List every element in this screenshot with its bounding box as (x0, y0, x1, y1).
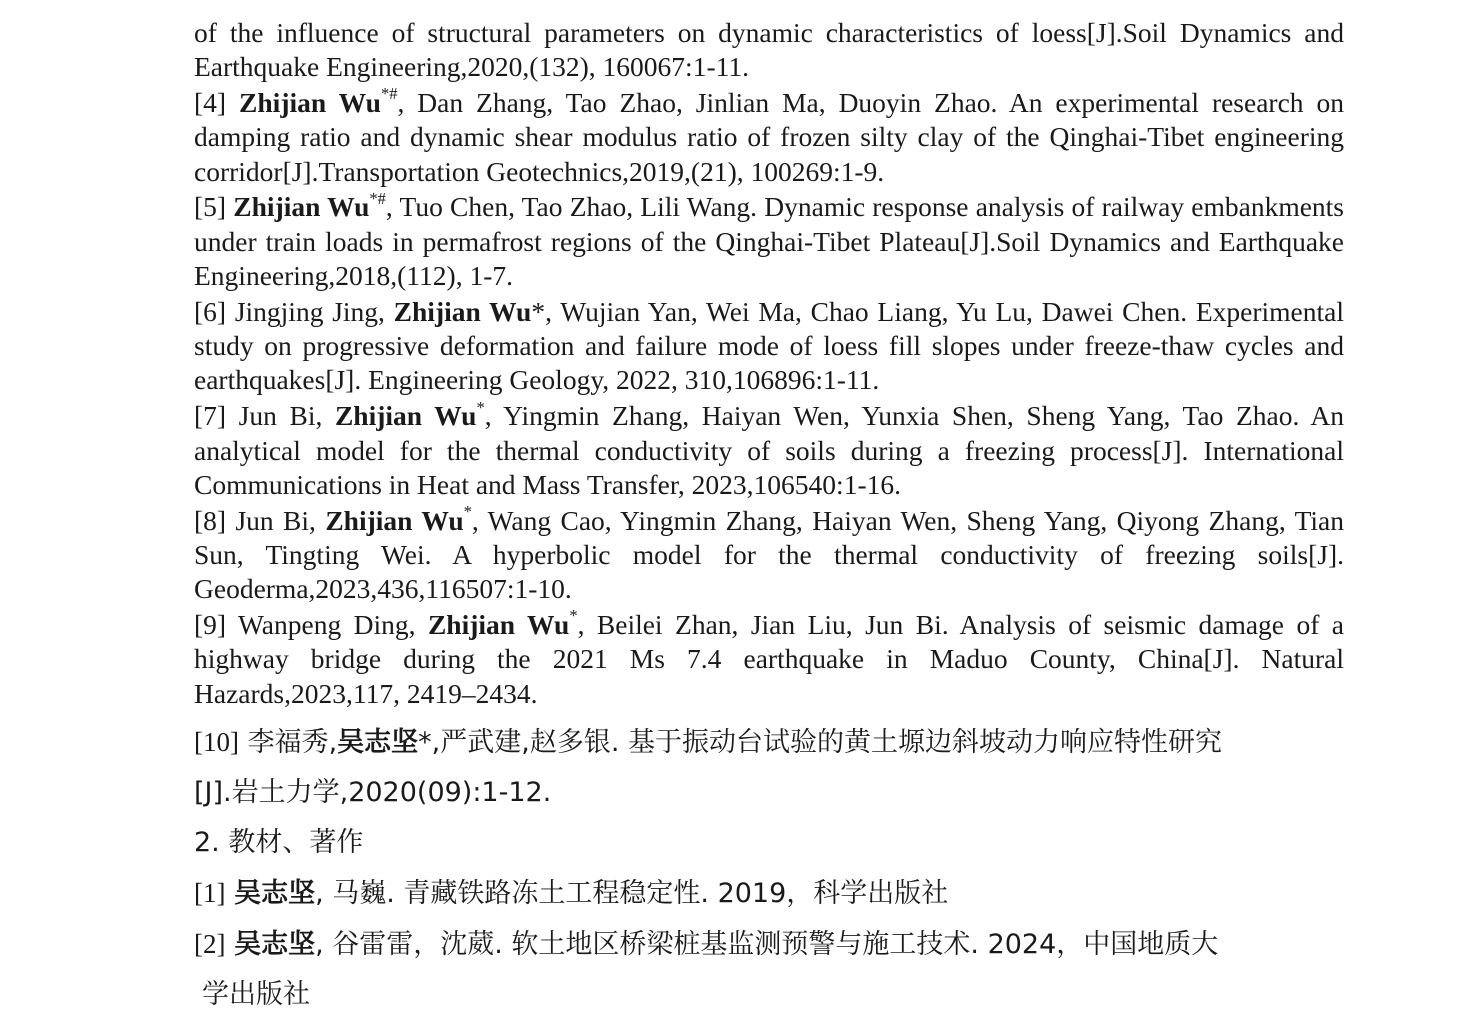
reference-list (194, 16, 1344, 1020)
highlighted-author: 吴志坚 (234, 877, 316, 909)
ref-coauthors: Wanpeng Ding, (226, 609, 428, 641)
author-mark: * (476, 397, 485, 417)
ref-text: 学出版社 (202, 978, 310, 1010)
ref-text: [J].岩土力学,2020(09):1-12. (194, 776, 552, 808)
highlighted-author: 吴志坚 (337, 726, 419, 758)
ref-text: , Yingmin Zhang, Haiyan Wen, Yunxia Shen, Sheng Yang, Tao Zhao. An analytical model for the thermal conductivity of soils during a freezing process[J]. International Communications in Heat and Mass Transfer, 2023,106540:1-16. (194, 400, 1345, 500)
ref-number: [6] (194, 295, 227, 327)
ref-coauthors: Jun Bi, (226, 504, 326, 536)
ref-coauthors: 李福秀, (238, 726, 338, 758)
highlighted-author: Zhijian Wu (233, 191, 370, 223)
ref-6 (194, 295, 1344, 398)
author-mark: * (531, 295, 546, 327)
ref-number: [2] (194, 928, 226, 959)
highlighted-author: Zhijian Wu (239, 87, 381, 119)
highlighted-author: Zhijian Wu (427, 609, 570, 641)
ref-text: , 谷雷雷，沈葳. 软土地区桥梁桩基监测预警与施工技术. 2024，中国地质大 (315, 928, 1219, 960)
ref-coauthors: Jun Bi, (226, 400, 335, 432)
ref-text: , Tuo Chen, Tao Zhao, Lili Wang. Dynamic response analysis of railway embankments under train loads in permafrost regions of the Qinghai-Tibet Plateau[J].Soil Dynamics and Earthquake Engineering,2018,(112), 1-7. (194, 191, 1345, 292)
book-1 (194, 868, 1344, 919)
ref-7 (194, 399, 1344, 502)
highlighted-author: Zhijian Wu (393, 295, 532, 327)
ref-4 (194, 86, 1344, 189)
section-title: 2. 教材、著作 (194, 826, 364, 858)
ref-number: [10] (194, 726, 239, 757)
highlighted-author: 吴志坚 (234, 928, 316, 960)
ref-9 (194, 608, 1344, 711)
book-2 (194, 919, 1344, 970)
ref-10 (194, 717, 1344, 768)
ref-8 (194, 504, 1344, 607)
ref-3-continuation (194, 16, 1344, 85)
ref-text: *,严武建,赵多银. 基于振动台试验的黄土塬边斜坡动力响应特性研究 (418, 726, 1222, 758)
ref-text: of the influence of structural parameters on dynamic characteristics of loess[J].Soil Dynamics and Earthquake Engineering,2020,(132), 160067:1-11. (194, 17, 1344, 83)
ref-number: [9] (194, 609, 227, 641)
author-mark: * (463, 502, 472, 522)
ref-text: , Dan Zhang, Tao Zhao, Jinlian Ma, Duoyin Zhao. An experimental research on damping ratio and dynamic shear modulus ratio of frozen silty clay of the Qinghai-Tibet engineering corridor[J].Transportation Geotechnics,2019,(21), 100269:1-9. (194, 87, 1344, 187)
ref-number: [4] (194, 87, 227, 119)
highlighted-author: Zhijian Wu (334, 400, 477, 432)
ref-5 (194, 190, 1344, 293)
ref-10-line2 (194, 768, 1344, 818)
ref-number: [7] (194, 400, 227, 432)
ref-number: [1] (194, 877, 226, 908)
ref-text: , Beilei Zhan, Jian Liu, Jun Bi. Analysis of seismic damage of a highway bridge during the 2021 Ms 7.4 earthquake in Maduo County, China[J]. Natural Hazards,2023,117, 2419–2434. (194, 609, 1344, 709)
ref-text: , 马巍. 青藏铁路冻土工程稳定性. 2019，科学出版社 (315, 877, 949, 909)
author-mark: * (569, 606, 578, 626)
highlighted-author: Zhijian Wu (325, 504, 464, 536)
section-heading (194, 818, 1344, 868)
ref-coauthors: Jingjing Jing, (226, 295, 394, 327)
ref-number: [5] (194, 191, 227, 223)
author-mark: *# (380, 84, 398, 104)
ref-text: , Wujian Yan, Wei Ma, Chao Liang, Yu Lu, Dawei Chen. Experimental study on progressive deformation and failure mode of loess fill slopes under freeze-thaw cycles and earthquakes[J]. Engineering Geology, 2022, 310,106896:1-11. (194, 295, 1344, 396)
ref-number: [8] (194, 504, 227, 536)
ref-text: , Wang Cao, Yingmin Zhang, Haiyan Wen, Sheng Yang, Qiyong Zhang, Tian Sun, Tingting Wei. A hyperbolic model for the thermal conductivity of freezing soils[J]. Geoderma,2023,436,116507:1-10. (194, 504, 1345, 605)
book-2-line2 (194, 970, 1344, 1020)
author-mark: *# (369, 188, 386, 208)
